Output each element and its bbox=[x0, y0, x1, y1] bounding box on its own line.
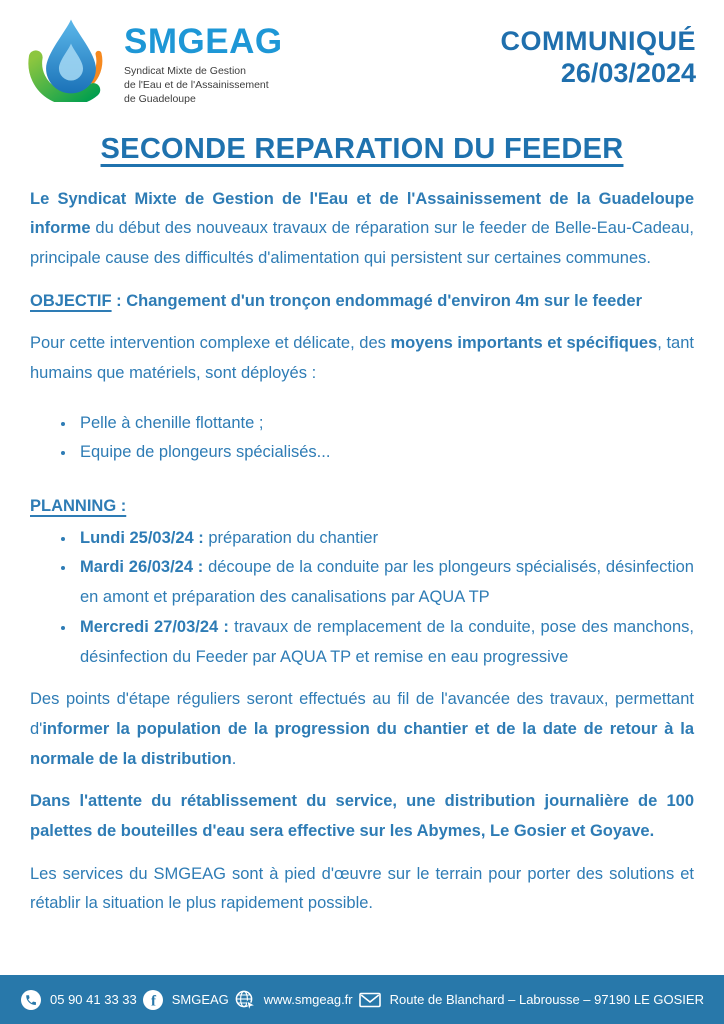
footer-phone bbox=[20, 989, 137, 1011]
intro-paragraph: Le Syndicat Mixte de Gestion de l'Eau et de l'Assainissement de la Guadeloupe informe du début des nouveaux travaux de réparation sur le feeder de Belle-Eau-Cadeau, principale cause des difficultés d'alimentation qui persistent sur certaines communes. bbox=[30, 189, 694, 267]
list-item: • Lundi 25/03/24 : préparation du chantier bbox=[76, 524, 694, 554]
means-list bbox=[30, 409, 694, 468]
progress-paragraph: Des points d'étape réguliers seront effectués au fil de l'avancée des travaux, permettant d'informer la population de la progression du chantier et de la date de retour à la normale de la distribution. bbox=[30, 690, 694, 768]
svg-text:f: f bbox=[150, 993, 156, 1010]
footer-address bbox=[358, 990, 704, 1010]
list-item: • Mardi 26/03/24 : découpe de la conduite par les plongeurs spécialisés, désinfection en amont et préparation des canalisations par AQUA TP bbox=[76, 553, 694, 612]
communique-date: 26/03/2024 bbox=[560, 57, 696, 88]
communique-label: COMMUNIQUÉ bbox=[500, 26, 696, 56]
smgeag-logo bbox=[28, 16, 283, 107]
footer-phone-text: 05 90 41 33 33 bbox=[50, 992, 137, 1007]
phone-icon bbox=[20, 989, 42, 1011]
footer-facebook-text: SMGEAG bbox=[171, 992, 229, 1007]
document-body bbox=[0, 166, 724, 919]
footer-website bbox=[234, 989, 353, 1011]
means-paragraph: Pour cette intervention complexe et délicate, des moyens importants et spécifiques, tant humains que matériels, sont déployés : bbox=[30, 334, 694, 383]
facebook-icon bbox=[142, 989, 164, 1011]
globe-icon bbox=[234, 989, 256, 1011]
logo-wordmark: SMGEAG bbox=[124, 22, 283, 61]
footer-bar bbox=[0, 975, 724, 1024]
list-item: • Equipe de plongeurs spécialisés... bbox=[76, 438, 694, 468]
list-item: • Pelle à chenille flottante ; bbox=[76, 409, 694, 439]
list-item: • Mercredi 27/03/24 : travaux de remplacement de la conduite, pose des manchons, désinfection du Feeder par AQUA TP et remise en eau progressive bbox=[76, 613, 694, 672]
planning-list bbox=[30, 524, 694, 672]
distribution-paragraph: Dans l'attente du rétablissement du service, une distribution journalière de 100 palettes de bouteilles d'eau sera effective sur les Abymes, Le Gosier et Goyave. bbox=[30, 792, 694, 840]
footer-website-text: www.smgeag.fr bbox=[263, 992, 353, 1007]
footer-address-text: Route de Blanchard – Labrousse – 97190 LE GOSIER bbox=[389, 992, 704, 1007]
planning-heading: PLANNING : bbox=[30, 497, 127, 516]
closing-paragraph: Les services du SMGEAG sont à pied d'œuvre sur le terrain pour porter des solutions et rétablir la situation le plus rapidement possible. bbox=[30, 864, 694, 913]
page-title: SECONDE REPARATION DU FEEDER bbox=[100, 132, 624, 165]
water-drop-leaf-logo-icon bbox=[28, 16, 114, 102]
header bbox=[0, 0, 724, 107]
logo-text bbox=[124, 16, 283, 107]
document-meta bbox=[501, 16, 697, 90]
footer-facebook bbox=[142, 989, 229, 1011]
objectif-line: OBJECTIF : Changement d'un tronçon endommagé d'environ 4m sur le feeder bbox=[30, 291, 643, 310]
logo-subtitle: Syndicat Mixte de Gestion de l'Eau et de l'Assainissement de Guadeloupe bbox=[124, 65, 269, 105]
envelope-icon bbox=[358, 990, 382, 1010]
